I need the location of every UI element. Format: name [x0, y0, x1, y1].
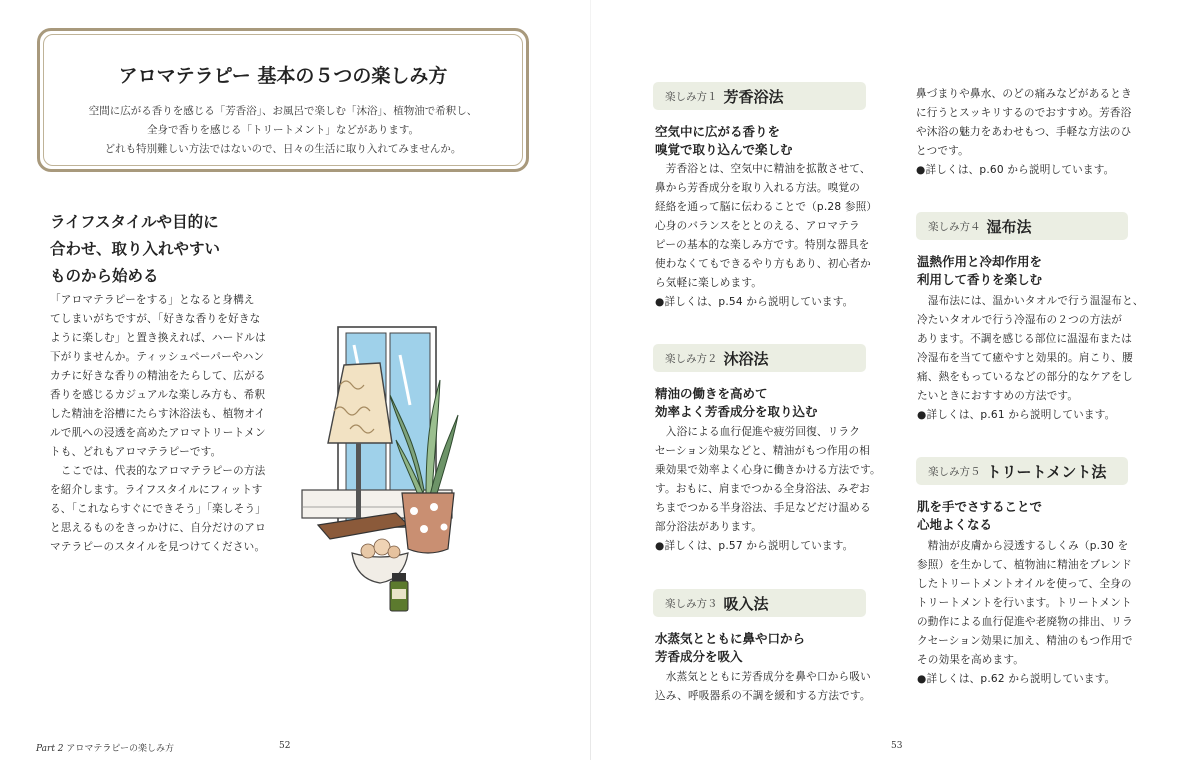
body-line: 使わなくてもできるやり方もあり、初心者か — [655, 258, 871, 270]
body-line: 経絡を通って脳に伝わることで（p.28 参照） — [655, 201, 878, 213]
body-line: セーション効果などと、精油がもつ作用の相 — [655, 445, 871, 457]
method-tag-label: 楽しみ方２ — [665, 352, 718, 365]
body-line: 冷たいタオルで行う冷湿布の２つの方法が — [917, 314, 1123, 326]
body-line: したトリートメントオイルを使って、全身の — [917, 578, 1132, 590]
body-line: 鼻づまりや鼻水、のどの痛みなどがあるとき — [916, 88, 1132, 100]
left-heading-line: 合わせ、取り入れやすい — [50, 240, 221, 258]
body-line: てしまいがちですが、「好きな香りを好きな — [50, 313, 261, 325]
body-line: 湿布法には、温かいタオルで行う温湿布と、 — [917, 295, 1144, 307]
intro-line: 空間に広がる香りを感じる「芳香浴」、お風呂で楽しむ「沐浴」、植物油で希釈し、 — [88, 105, 478, 117]
body-line: とつです。 — [916, 145, 969, 157]
method-tag-label: 楽しみ方３ — [665, 597, 718, 610]
page-reference: ●詳しくは、p.62 から説明しています。 — [917, 673, 1116, 685]
body-line: る、「これならすぐにできそう」「楽しそう」 — [50, 503, 267, 515]
body-line: 鼻から芳香成分を取り入れる方法。嗅覚の — [655, 182, 861, 194]
title-box — [37, 28, 529, 172]
page-fold — [590, 0, 591, 760]
method-subheading: 水蒸気とともに鼻や口から — [655, 631, 806, 646]
footer-part: Part 2 — [36, 744, 64, 754]
page-number-left: 52 — [279, 741, 291, 751]
method-name: 湿布法 — [986, 217, 1032, 236]
body-line: 冷湿布を当てて癒やすと効果的。肩こり、腰 — [917, 352, 1133, 364]
method-tag-1 — [653, 82, 866, 110]
page-number-right: 53 — [891, 741, 903, 751]
body-line: 乗効果で効率よく心身に働きかける方法です。 — [655, 464, 881, 476]
body-line: たいときにおすすめの方法です。 — [917, 390, 1079, 402]
page-title: アロマテラピー 基本の５つの楽しみ方 — [118, 65, 448, 87]
method-tag-2 — [653, 344, 866, 372]
body-line: や沐浴の魅力をあわせもつ、手軽な方法のひ — [916, 126, 1132, 138]
method-subheading: 嗅覚で取り込んで楽しむ — [655, 142, 793, 157]
body-line: を紹介します。ライフスタイルにフィットす — [50, 484, 263, 496]
method-subheading: 利用して香りを楽しむ — [917, 272, 1043, 287]
body-line: 精油が皮膚から浸透するしくみ（p.30 を — [917, 540, 1129, 552]
page-reference: ●詳しくは、p.54 から説明しています。 — [655, 296, 854, 308]
method-subheading: 芳香成分を吸入 — [655, 649, 743, 664]
page-reference: ●詳しくは、p.61 から説明しています。 — [917, 409, 1116, 421]
body-line: カチに好きな香りの精油をたらして、広がる — [50, 370, 266, 382]
aroma-illustration — [300, 325, 460, 615]
body-line: ピーの基本的な楽しみ方です。特別な器具を — [655, 239, 870, 251]
body-line: に行うとスッキリするのでおすすめ。芳香浴 — [916, 107, 1132, 119]
oil-bottle-illustration — [390, 573, 408, 611]
method-tag-label: 楽しみ方１ — [665, 90, 718, 103]
method-tag-label: 楽しみ方５ — [928, 465, 981, 478]
body-line: 部分浴法があります。 — [655, 521, 763, 533]
method-subheading: 効率よく芳香成分を取り込む — [655, 404, 818, 419]
method-subheading: 肌を手でさすることで — [917, 499, 1043, 514]
method-name: 沐浴法 — [723, 349, 769, 368]
body-line: あります。不調を感じる部位に温湿布または — [917, 333, 1133, 345]
body-line: ように楽しむ」と置き換えれば、ハードルは — [50, 332, 266, 344]
body-line: 香りを感じるカジュアルな楽しみ方も、希釈 — [50, 389, 266, 401]
method-name: 吸入法 — [723, 594, 769, 613]
body-line: その効果を高めます。 — [917, 654, 1025, 666]
body-line: した精油を浴槽にたらす沐浴法も、植物オイ — [50, 408, 266, 420]
method-name: 芳香浴法 — [723, 87, 784, 106]
body-line: す。おもに、肩までつかる全身浴法、みぞお — [655, 483, 871, 495]
body-line: 芳香浴とは、空気中に精油を拡散させて、 — [655, 163, 871, 175]
intro-line: 全身で香りを感じる「トリートメント」などがあります。 — [146, 124, 420, 136]
body-line: の動作による血行促進や老廃物の排出、リラ — [917, 616, 1133, 628]
body-line: 下がりませんか。ティッシュペーパーやハン — [50, 351, 265, 363]
body-line: 込み、呼吸器系の不調を緩和する方法です。 — [655, 690, 871, 702]
method-subheading: 温熱作用と冷却作用を — [917, 254, 1043, 269]
method-subheading: 精油の働きを高めて — [655, 386, 768, 401]
method-subheading: 空気中に広がる香りを — [655, 124, 781, 139]
method-subheading: 心地よくなる — [917, 517, 993, 532]
body-line: 水蒸気とともに芳香成分を鼻や口から吸い — [655, 671, 871, 683]
method-name: トリートメント法 — [986, 462, 1107, 481]
body-line: 心身のバランスをととのえる、アロマテラ — [655, 220, 860, 232]
body-line: 参照）を生かして、植物油に精油をブレンド — [917, 559, 1132, 571]
body-line: 「アロマテラピーをする」となると身構え — [50, 294, 255, 306]
page-reference: ●詳しくは、p.60 から説明しています。 — [916, 164, 1115, 176]
body-line: 入浴による血行促進や疲労回復、リラク — [655, 426, 861, 438]
body-line: ちまでつかる半身浴法、手足などだけ温める — [655, 502, 871, 514]
body-line: トリートメントを行います。トリートメント — [917, 597, 1132, 609]
body-line: ルで肌への浸透を高めたアロマトリートメン — [50, 427, 266, 439]
body-line: クセーション効果に加え、精油のもつ作用で — [917, 635, 1133, 647]
left-heading-line: ライフスタイルや目的に — [50, 213, 219, 231]
method-tag-5 — [916, 457, 1128, 485]
footer-section: アロマテラピーの楽しみ方 — [66, 744, 175, 754]
method-tag-label: 楽しみ方４ — [928, 220, 981, 233]
body-line: と思えるものをきっかけに、自分だけのアロ — [50, 522, 266, 534]
body-line: トも、どれもアロマテラピーです。 — [50, 446, 222, 458]
body-line: ら気軽に楽しめます。 — [655, 277, 763, 289]
body-line: マテラピーのスタイルを見つけてください。 — [50, 541, 266, 553]
intro-line: どれも特別難しい方法ではないので、日々の生活に取り入れてみませんか。 — [104, 143, 462, 155]
body-line: ここでは、代表的なアロマテラピーの方法 — [50, 465, 266, 477]
body-line: 痛、熱をもっているなどの部分的なケアをし — [917, 371, 1133, 383]
method-tag-3 — [653, 589, 866, 617]
left-heading-line: ものから始める — [50, 267, 159, 285]
method-tag-4 — [916, 212, 1128, 240]
page-reference: ●詳しくは、p.57 から説明しています。 — [655, 540, 854, 552]
running-footer — [36, 741, 174, 754]
